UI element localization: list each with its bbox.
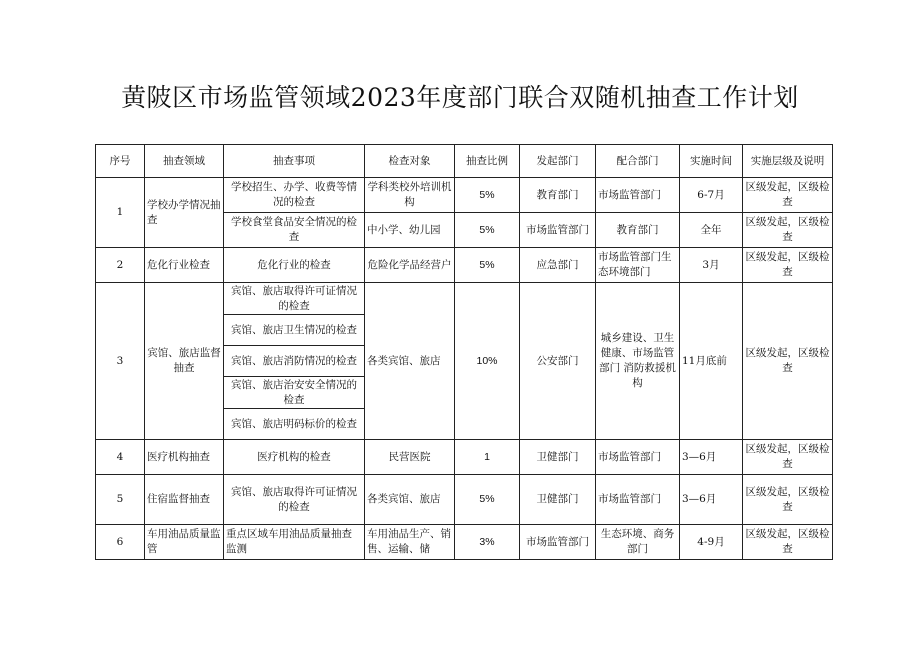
cell-partner: 市场监管部门 bbox=[596, 440, 680, 475]
cell-level: 区级发起，区级检查 bbox=[743, 525, 833, 560]
cell-initiator: 应急部门 bbox=[520, 248, 596, 283]
cell-item: 危化行业的检查 bbox=[224, 248, 365, 283]
cell-target: 危险化学品经营户 bbox=[365, 248, 455, 283]
header-ratio: 抽查比例 bbox=[455, 145, 520, 178]
cell-time: 11月底前 bbox=[680, 283, 743, 440]
header-level: 实施层级及说明 bbox=[743, 145, 833, 178]
cell-level: 区级发起，区级检查 bbox=[743, 440, 833, 475]
cell-no: 6 bbox=[96, 525, 145, 560]
cell-time: 6-7月 bbox=[680, 178, 743, 213]
table-row bbox=[96, 525, 833, 560]
cell-no: 5 bbox=[96, 475, 145, 525]
cell-ratio: 5% bbox=[455, 475, 520, 525]
cell-item: 宾馆、旅店取得许可证情况的检查 bbox=[224, 283, 365, 315]
cell-time: 3—6月 bbox=[680, 440, 743, 475]
table-row bbox=[96, 283, 833, 315]
header-time: 实施时间 bbox=[680, 145, 743, 178]
cell-ratio: 5% bbox=[455, 213, 520, 248]
cell-level: 区级发起，区级检查 bbox=[743, 248, 833, 283]
cell-target: 民营医院 bbox=[365, 440, 455, 475]
table-row bbox=[96, 248, 833, 283]
cell-initiator: 公安部门 bbox=[520, 283, 596, 440]
cell-field: 住宿监督抽查 bbox=[145, 475, 224, 525]
header-field: 抽查领域 bbox=[145, 145, 224, 178]
header-target: 检查对象 bbox=[365, 145, 455, 178]
cell-no: 4 bbox=[96, 440, 145, 475]
cell-time: 全年 bbox=[680, 213, 743, 248]
cell-ratio: 5% bbox=[455, 178, 520, 213]
table-row bbox=[96, 178, 833, 213]
cell-time: 3—6月 bbox=[680, 475, 743, 525]
header-initiator: 发起部门 bbox=[520, 145, 596, 178]
cell-item: 宾馆、旅店治安安全情况的检查 bbox=[224, 377, 365, 409]
cell-partner: 市场监管部门生态环境部门 bbox=[596, 248, 680, 283]
cell-item: 宾馆、旅店明码标价的检查 bbox=[224, 409, 365, 440]
cell-level: 区级发起，区级检查 bbox=[743, 213, 833, 248]
table-row bbox=[96, 475, 833, 525]
cell-ratio: 10% bbox=[455, 283, 520, 440]
cell-item: 重点区域车用油品质量抽查监测 bbox=[224, 525, 365, 560]
cell-target: 中小学、幼儿园 bbox=[365, 213, 455, 248]
cell-level: 区级发起，区级检查 bbox=[743, 283, 833, 440]
cell-target: 车用油品生产、销售、运输、储 bbox=[365, 525, 455, 560]
cell-level: 区级发起，区级检查 bbox=[743, 178, 833, 213]
cell-partner: 城乡建设、卫生健康、市场监管部门 消防救援机构 bbox=[596, 283, 680, 440]
cell-item: 宾馆、旅店卫生情况的检查 bbox=[224, 315, 365, 346]
cell-partner: 市场监管部门 bbox=[596, 178, 680, 213]
cell-no: 2 bbox=[96, 248, 145, 283]
cell-no: 1 bbox=[96, 178, 145, 248]
cell-initiator: 卫健部门 bbox=[520, 440, 596, 475]
cell-item: 医疗机构的检查 bbox=[224, 440, 365, 475]
cell-item: 宾馆、旅店消防情况的检查 bbox=[224, 346, 365, 377]
cell-partner: 生态环境、商务部门 bbox=[596, 525, 680, 560]
cell-level: 区级发起，区级检查 bbox=[743, 475, 833, 525]
cell-initiator: 教育部门 bbox=[520, 178, 596, 213]
cell-target: 各类宾馆、旅店 bbox=[365, 283, 455, 440]
cell-field: 医疗机构抽查 bbox=[145, 440, 224, 475]
cell-ratio: 1 bbox=[455, 440, 520, 475]
header-no: 序号 bbox=[96, 145, 145, 178]
header-item: 抽查事项 bbox=[224, 145, 365, 178]
cell-item: 学校招生、办学、收费等情况的检查 bbox=[224, 178, 365, 213]
table-header-row bbox=[96, 145, 833, 178]
cell-no: 3 bbox=[96, 283, 145, 440]
cell-target: 各类宾馆、旅店 bbox=[365, 475, 455, 525]
table-row bbox=[96, 440, 833, 475]
cell-field: 车用油品质量监管 bbox=[145, 525, 224, 560]
cell-partner: 教育部门 bbox=[596, 213, 680, 248]
cell-ratio: 3% bbox=[455, 525, 520, 560]
cell-time: 4-9月 bbox=[680, 525, 743, 560]
cell-target: 学科类校外培训机构 bbox=[365, 178, 455, 213]
cell-item: 学校食堂食品安全情况的检查 bbox=[224, 213, 365, 248]
header-partner: 配合部门 bbox=[596, 145, 680, 178]
page-title: 黄陂区市场监管领域2023年度部门联合双随机抽查工作计划 bbox=[121, 83, 799, 112]
cell-ratio: 5% bbox=[455, 248, 520, 283]
cell-partner: 市场监管部门 bbox=[596, 475, 680, 525]
cell-initiator: 市场监管部门 bbox=[520, 525, 596, 560]
cell-field: 危化行业检查 bbox=[145, 248, 224, 283]
cell-item: 宾馆、旅店取得许可证情况的检查 bbox=[224, 475, 365, 525]
cell-initiator: 卫健部门 bbox=[520, 475, 596, 525]
cell-time: 3月 bbox=[680, 248, 743, 283]
cell-field: 学校办学情况抽查 bbox=[145, 178, 224, 248]
cell-field: 宾馆、旅店监督抽查 bbox=[145, 283, 224, 440]
inspection-plan-table bbox=[95, 144, 833, 560]
cell-initiator: 市场监管部门 bbox=[520, 213, 596, 248]
